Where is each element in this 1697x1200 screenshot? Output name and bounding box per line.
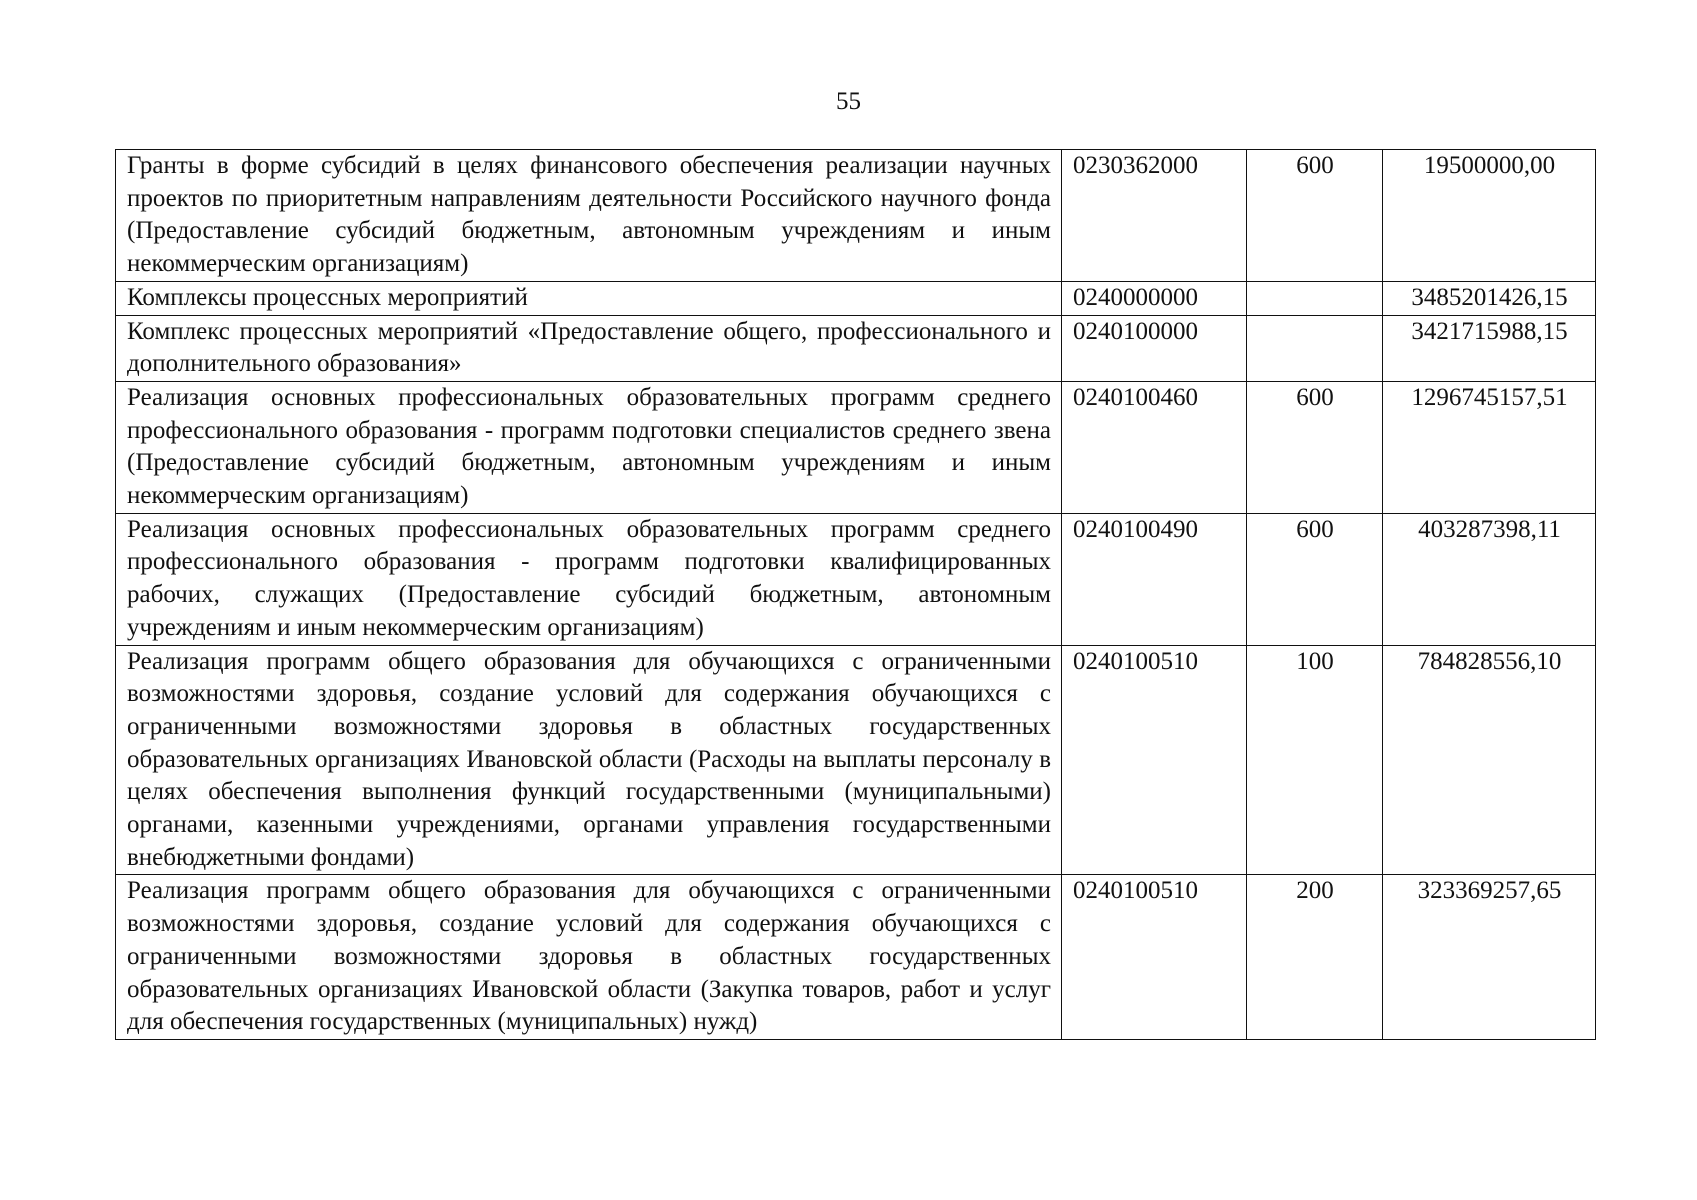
- table-row: [116, 315, 1596, 381]
- target-code-cell: 0240100510: [1062, 645, 1247, 875]
- amount-cell: 3421715988,15: [1383, 315, 1596, 381]
- expense-kind-cell: 600: [1247, 150, 1383, 282]
- table-row: [116, 150, 1596, 282]
- table-row: [116, 875, 1596, 1040]
- budget-table: [115, 149, 1596, 1040]
- expense-kind-cell: [1247, 281, 1383, 315]
- expense-name-cell: Гранты в форме субсидий в целях финансового обеспечения реализации научных проектов по приоритетным направлениям деятельности Российского научного фонда (Предоставление субсидий бюджетным, автономным учреждениям и иным некоммерческим организациям): [116, 150, 1062, 282]
- expense-name-cell: Реализация основных профессиональных образовательных программ среднего профессионального образования - программ подготовки квалифицированных рабочих, служащих (Предоставление субсидий бюджетным, автономным учреждениям и иным некоммерческим организациям): [116, 513, 1062, 645]
- target-code-cell: 0240100000: [1062, 315, 1247, 381]
- expense-kind-cell: 100: [1247, 645, 1383, 875]
- expense-kind-cell: [1247, 315, 1383, 381]
- expense-kind-cell: 600: [1247, 381, 1383, 513]
- page-number: 55: [836, 88, 861, 115]
- expense-kind-cell: 200: [1247, 875, 1383, 1040]
- expense-name-cell: Комплексы процессных мероприятий: [116, 281, 1062, 315]
- expense-name-cell: Реализация основных профессиональных образовательных программ среднего профессионального образования - программ подготовки специалистов среднего звена (Предоставление субсидий бюджетным, автономным учреждениям и иным некоммерческим организациям): [116, 381, 1062, 513]
- expense-name-cell: Комплекс процессных мероприятий «Предоставление общего, профессионального и дополнительного образования»: [116, 315, 1062, 381]
- expense-name-cell: Реализация программ общего образования для обучающихся с ограниченными возможностями здоровья, создание условий для содержания обучающихся с ограниченными возможностями здоровья в областных государственных образовательных организациях Ивановской области (Расходы на выплаты персоналу в целях обеспечения выполнения функций государственными (муниципальными) органами, казенными учреждениями, органами управления государственными внебюджетными фондами): [116, 645, 1062, 875]
- table-row: [116, 281, 1596, 315]
- target-code-cell: 0240100490: [1062, 513, 1247, 645]
- table-row: [116, 645, 1596, 875]
- amount-cell: 403287398,11: [1383, 513, 1596, 645]
- amount-cell: 1296745157,51: [1383, 381, 1596, 513]
- target-code-cell: 0230362000: [1062, 150, 1247, 282]
- expense-kind-cell: 600: [1247, 513, 1383, 645]
- table-row: [116, 513, 1596, 645]
- amount-cell: 19500000,00: [1383, 150, 1596, 282]
- amount-cell: 784828556,10: [1383, 645, 1596, 875]
- target-code-cell: 0240100510: [1062, 875, 1247, 1040]
- target-code-cell: 0240000000: [1062, 281, 1247, 315]
- target-code-cell: 0240100460: [1062, 381, 1247, 513]
- expense-name-cell: Реализация программ общего образования для обучающихся с ограниченными возможностями здоровья, создание условий для содержания обучающихся с ограниченными возможностями здоровья в областных государственных образовательных организациях Ивановской области (Закупка товаров, работ и услуг для обеспечения государственных (муниципальных) нужд): [116, 875, 1062, 1040]
- amount-cell: 3485201426,15: [1383, 281, 1596, 315]
- table-row: [116, 381, 1596, 513]
- amount-cell: 323369257,65: [1383, 875, 1596, 1040]
